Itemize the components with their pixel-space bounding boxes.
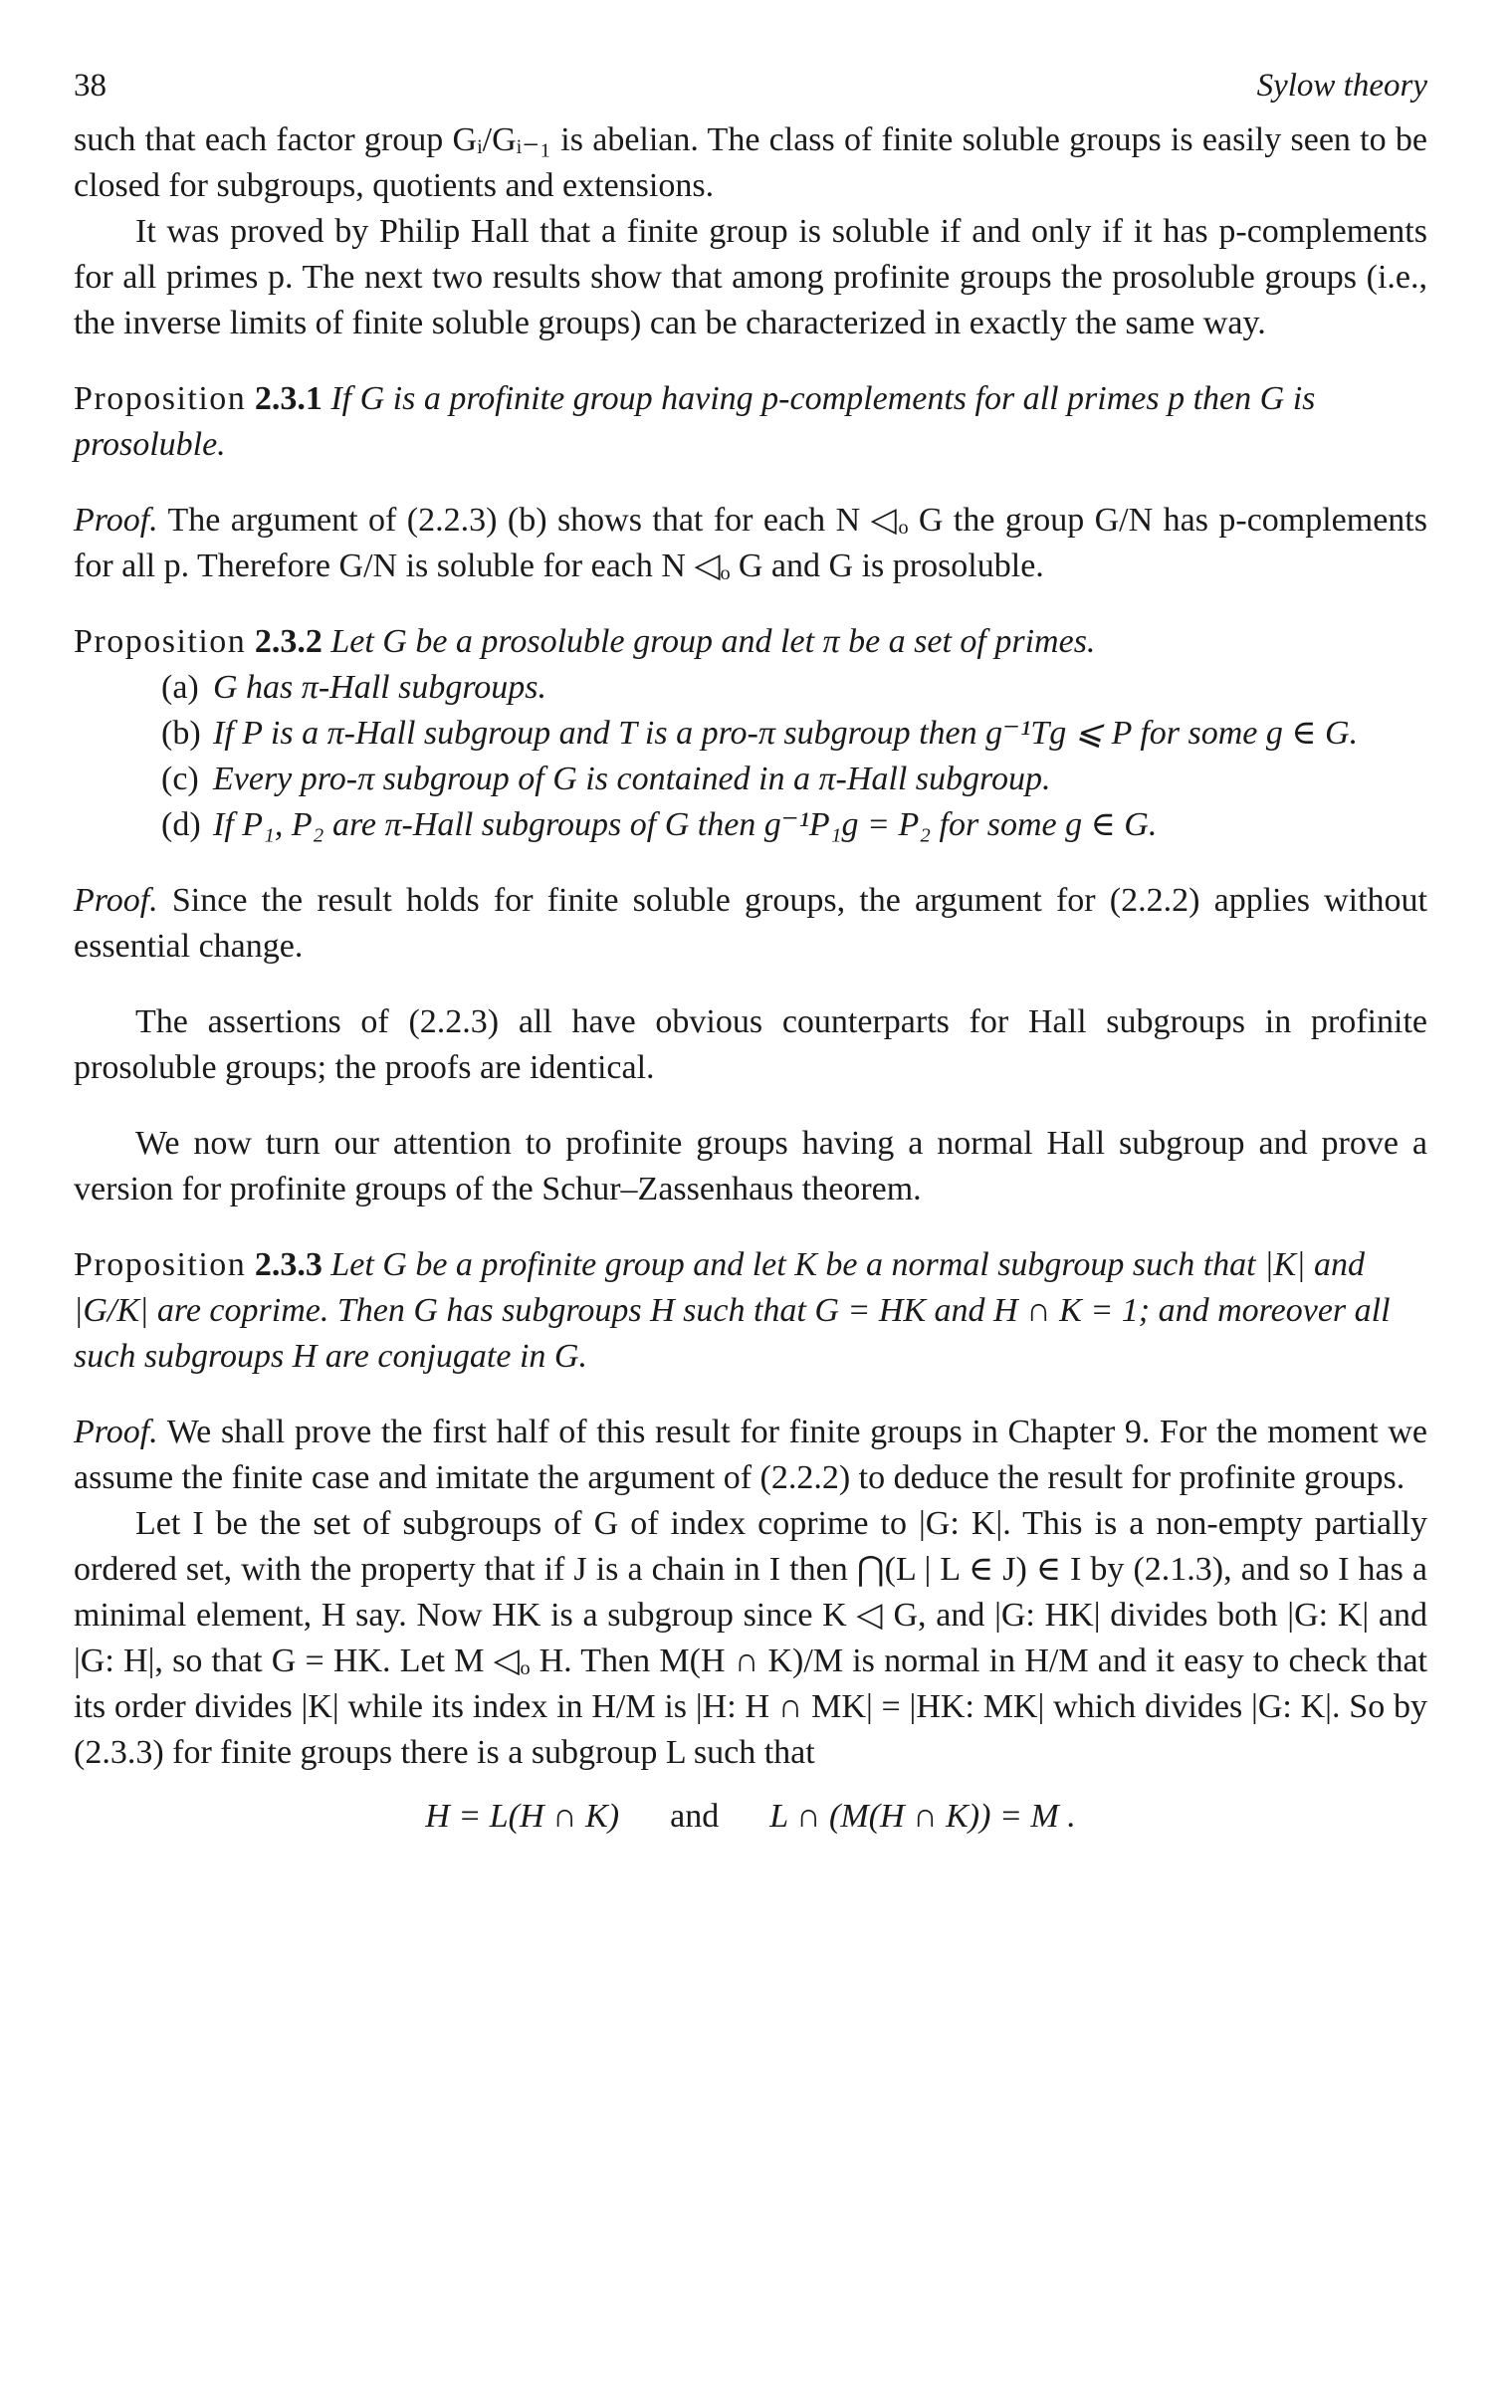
equation-right: L ∩ (M(H ∩ K)) = M . bbox=[769, 1798, 1076, 1835]
page-number: 38 bbox=[74, 68, 107, 104]
proposition-2-3-2 bbox=[74, 619, 1427, 848]
item-label: (d) bbox=[161, 806, 201, 843]
proof-text: The argument of (2.2.3) (b) shows that for each N ◁ₒ G the group G/N has p-complements for all p. Therefore G/N is soluble for each N ◁ₒ G and G is prosoluble. bbox=[74, 502, 1427, 584]
proposition-number: 2.3.2 bbox=[254, 623, 323, 660]
proposition-item bbox=[74, 802, 1427, 848]
proposition-statement: Let G be a prosoluble group and let π be a set of primes. bbox=[330, 623, 1096, 660]
proposition-statement: If G is a profinite group having p-complements for all primes p then G is prosoluble. bbox=[74, 380, 1316, 463]
item-label: (b) bbox=[161, 715, 201, 752]
item-label: (c) bbox=[161, 761, 199, 797]
proposition-item bbox=[74, 711, 1427, 757]
proposition-number: 2.3.1 bbox=[254, 380, 323, 417]
proposition-label: Proposition bbox=[74, 1246, 247, 1283]
item-text: If P is a π-Hall subgroup and T is a pro-π subgroup then g⁻¹Tg ⩽ P for some g ∈ G. bbox=[213, 715, 1359, 752]
equation-connector: and bbox=[670, 1798, 720, 1835]
paragraph-minimal-element-argument: Let I be the set of subgroups of G of index coprime to |G: K|. This is a non-empty partially ordered set, with the property that if J is a chain in I then ⋂(L | L ∈ J) ∈ I by (2.1.3), and so I has a minimal element, H say. Now HK is a subgroup since K ◁ G, and |G: HK| divides both |G: K| and |G: H|, so that G = HK. Let M ◁ₒ H. Then M(H ∩ K)/M is normal in H/M and it easy to check that its order divides |K| while its index in H/M is |H: H ∩ MK| = |HK: MK| which divides |G: K|. So by (2.3.3) for finite groups there is a subgroup L such that bbox=[74, 1505, 1427, 1771]
item-text: Every pro-π subgroup of G is contained in a π-Hall subgroup. bbox=[213, 761, 1051, 797]
proof-text: We shall prove the first half of this result for finite groups in Chapter 9. For the moment we assume the finite case and imitate the argument of (2.2.2) to deduce the result for profinite groups. bbox=[74, 1414, 1427, 1496]
paragraph-soluble-definition: such that each factor group Gᵢ/Gᵢ₋₁ is abelian. The class of finite soluble groups is easily seen to be closed for subgroups, quotients and extensions. bbox=[74, 121, 1427, 204]
paragraph-hall-theorem: It was proved by Philip Hall that a finite group is soluble if and only if it has p-complements for all primes p. The next two results show that among profinite groups the prosoluble groups (i.e., the inverse limits of finite soluble groups) can be characterized in exactly the same way. bbox=[74, 213, 1427, 341]
proof-label: Proof. bbox=[74, 882, 158, 919]
item-text: G has π-Hall subgroups. bbox=[213, 669, 547, 706]
paragraph-hall-counterparts: The assertions of (2.2.3) all have obvious counterparts for Hall subgroups in profinite prosoluble groups; the proofs are identical. bbox=[74, 1003, 1427, 1086]
proposition-number: 2.3.3 bbox=[254, 1246, 323, 1283]
proof-label: Proof. bbox=[74, 1414, 158, 1450]
proof-2-3-1 bbox=[74, 498, 1427, 589]
paragraph-schur-zassenhaus-intro: We now turn our attention to profinite groups having a normal Hall subgroup and prove a version for profinite groups of the Schur–Zassenhaus theorem. bbox=[74, 1125, 1427, 1207]
item-label: (a) bbox=[161, 669, 199, 706]
equation-left: H = L(H ∩ K) bbox=[425, 1798, 620, 1835]
proposition-label: Proposition bbox=[74, 380, 247, 417]
proof-label: Proof. bbox=[74, 502, 158, 539]
proposition-label: Proposition bbox=[74, 623, 247, 660]
proof-2-3-3 bbox=[74, 1410, 1427, 1501]
display-equation bbox=[74, 1794, 1427, 1840]
item-text: If P₁, P₂ are π-Hall subgroups of G then g⁻¹P₁g = P₂ for some g ∈ G. bbox=[213, 806, 1158, 843]
proposition-statement: Let G be a profinite group and let K be a normal subgroup such that |K| and |G/K| are coprime. Then G has subgroups H such that G = HK and H ∩ K = 1; and moreover all such subgroups H are conjugate in G. bbox=[74, 1246, 1391, 1375]
proposition-item bbox=[74, 757, 1427, 802]
proposition-item bbox=[74, 665, 1427, 711]
page-header bbox=[74, 58, 1427, 117]
running-title: Sylow theory bbox=[1256, 68, 1427, 104]
proof-text: Since the result holds for finite soluble groups, the argument for (2.2.2) applies without essential change. bbox=[74, 882, 1428, 965]
proof-2-3-2 bbox=[74, 878, 1427, 970]
proposition-2-3-1 bbox=[74, 376, 1427, 468]
page bbox=[74, 58, 1427, 1840]
proposition-2-3-3 bbox=[74, 1242, 1427, 1380]
